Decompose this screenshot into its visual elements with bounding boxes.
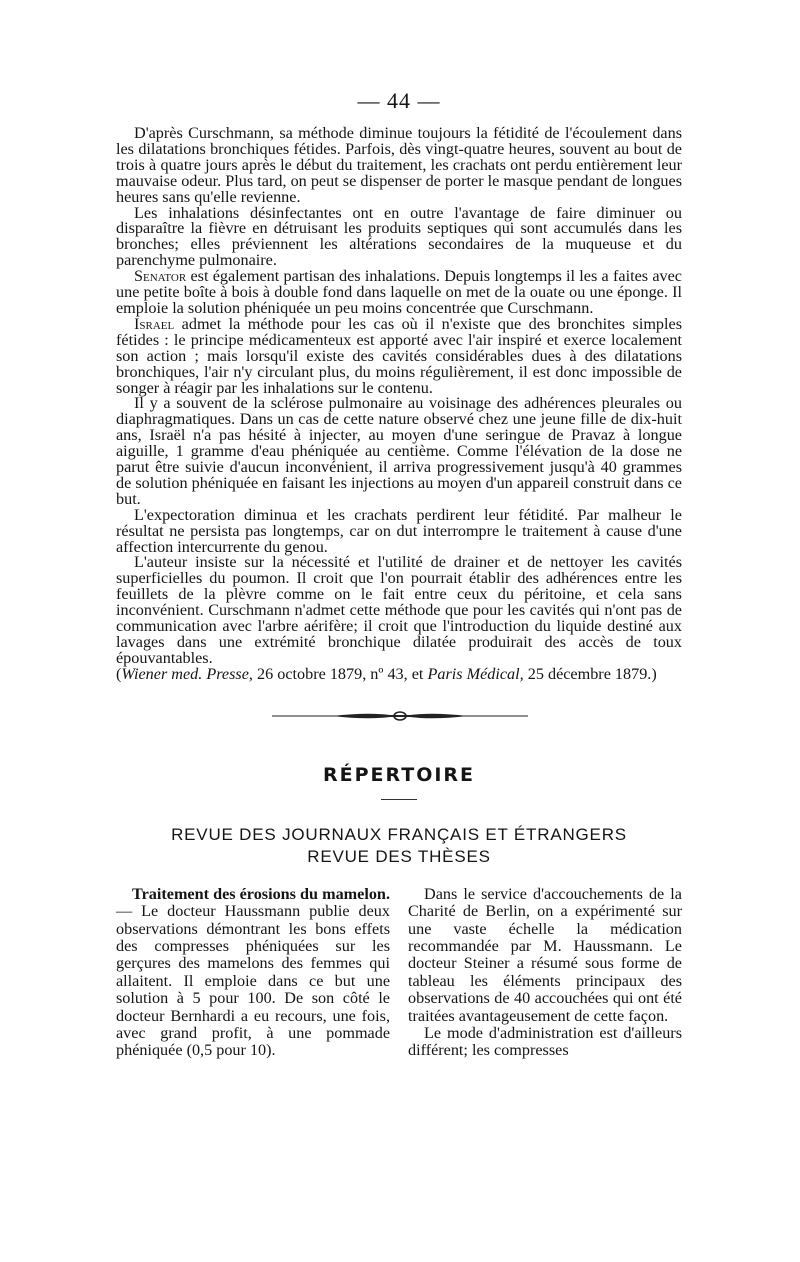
paragraph [116, 269, 682, 317]
citation-mid: 26 octobre 1879, nº 43, et [252, 664, 428, 683]
paragraph: D'après Curschmann, sa méthode diminue toujours la fétidité de l'écoulement dans les dilatations bronchiques fétides. Parfois, dès vingt-quatre heures, souvent au bout de trois à quatre jours après le début du traitement, les crachats ont perdu entièrement leur mauvaise odeur. Plus tard, on peut se dispenser de porter le masque pendant de longues heures sans qu'elle revienne. [116, 124, 682, 206]
subheading-theses: REVUE DES THÈSES [307, 846, 491, 866]
subheading-journals: REVUE DES JOURNAUX FRANÇAIS ET ÉTRANGERS [171, 824, 627, 844]
citation-end: 25 décembre 1879.) [523, 664, 657, 683]
paragraph: Il y a souvent de la sclérose pulmonaire au voisinage des adhérences pleurales ou diaphragmatiques. Dans un cas de cette nature observé chez une jeune fille de dix-huit ans, Israël n'a pas hésité à injecter, au moyen d'une seringue de Pravaz à longue aiguille, 1 gramme d'eau phéniquée au centième. Comme l'élévation de la dose ne parut être suivie d'aucun inconvénient, il arriva progressivement jusqu'à 40 grammes de solution phéniquée en faisant les injections au moyen d'un appareil construit dans ce but. [116, 394, 682, 508]
left-text: — Le docteur Haussmann publie deux observations démontrant les bons effets des compresses phéniquées sur les gerçures des mamelons des femmes qui allaitent. Il emploie dans ce but une solution à 5 pour 100. De son côté le docteur Bernhardi a eu recours, une fois, avec grand profit, à une pommade phéniquée (0,5 pour 10). [116, 902, 390, 1060]
paragraph: Les inhalations désinfectantes ont en outre l'avantage de faire diminuer ou disparaître la fièvre en détruisant les produits septiques qui sont accumulés dans les bronches; elles préviennent les altérations secondaires de la muqueuse et du parenchyme pulmonaire. [116, 203, 682, 270]
right-paragraph: Le mode d'administration est d'ailleurs différent; les compresses [408, 1023, 682, 1060]
citation [116, 664, 682, 683]
two-column-body [116, 886, 682, 1060]
page-number: — 44 — [357, 88, 441, 113]
author-name: Senator [134, 267, 187, 286]
paragraph: L'expectoration diminua et les crachats perdirent leur fétidité. Par malheur le résultat ne persista pas longtemps, car on dut interrompre le traitement à cause d'une affection intercurrente du genou. [116, 505, 682, 556]
divider-ornament [272, 709, 528, 723]
paragraph-text: admet la méthode pour les cas où il n'existe que des bronchites simples fétides : le principe médicamenteux est apporté avec l'air inspiré et exerce localement son action ; mais lorsqu'il existe des cavités considérables dues à des dilatations bronchiques, l'air n'y circulant plus, du moins régulièrement, il est donc impossible de songer à réagir par les inhalations sur le contenu. [116, 314, 682, 397]
citation-open: ( [116, 664, 122, 683]
ornamental-divider [116, 709, 682, 729]
document-page [116, 88, 682, 1060]
section-title: RÉPERTOIRE [322, 763, 476, 786]
left-column [116, 886, 390, 1060]
article-body [116, 126, 682, 683]
citation-ref-paris: Paris Médical, [427, 664, 524, 683]
right-paragraph: Dans le service d'accouchements de la Charité de Berlin, on a expérimenté sur une vaste échelle la médication recommandée par M. Haussmann. Le docteur Steiner a résumé sous forme de tableau les éléments principaux des observations de 40 accouchées qui ont été traitées avantageusement de cette façon. [408, 884, 682, 1025]
paragraph [116, 314, 682, 397]
right-column [408, 886, 682, 1060]
title-rule [381, 799, 417, 800]
article-heading: Traitement des érosions du mamelon. [132, 884, 390, 903]
paragraph-text: est également partisan des inhalations. Depuis longtemps il les a faites avec une petite boîte à bois à double fond dans laquelle on met de la ouate ou une éponge. Il emploie la solution phéniquée un peu moins concentrée que Curschmann. [116, 267, 682, 317]
paragraph: L'auteur insiste sur la nécessité et l'utilité de drainer et de nettoyer les cavités superficielles du poumon. Il croit que l'on pourrait établir des adhérences entre les feuillets de la plèvre comme on le fait entre ceux du péritoine, et cela sans inconvénient. Curschmann n'admet cette méthode que pour les cavités qui n'ont pas de communication avec l'arbre aérifère; il croit que l'introduction du liquide destiné aux lavages dans une extrémité bronchique dilatée produirait des accès de toux épouvantables. [116, 553, 682, 667]
left-paragraph [116, 886, 390, 1060]
citation-ref-wiener: Wiener med. Presse, [121, 664, 253, 683]
author-name: Israel [134, 314, 175, 333]
